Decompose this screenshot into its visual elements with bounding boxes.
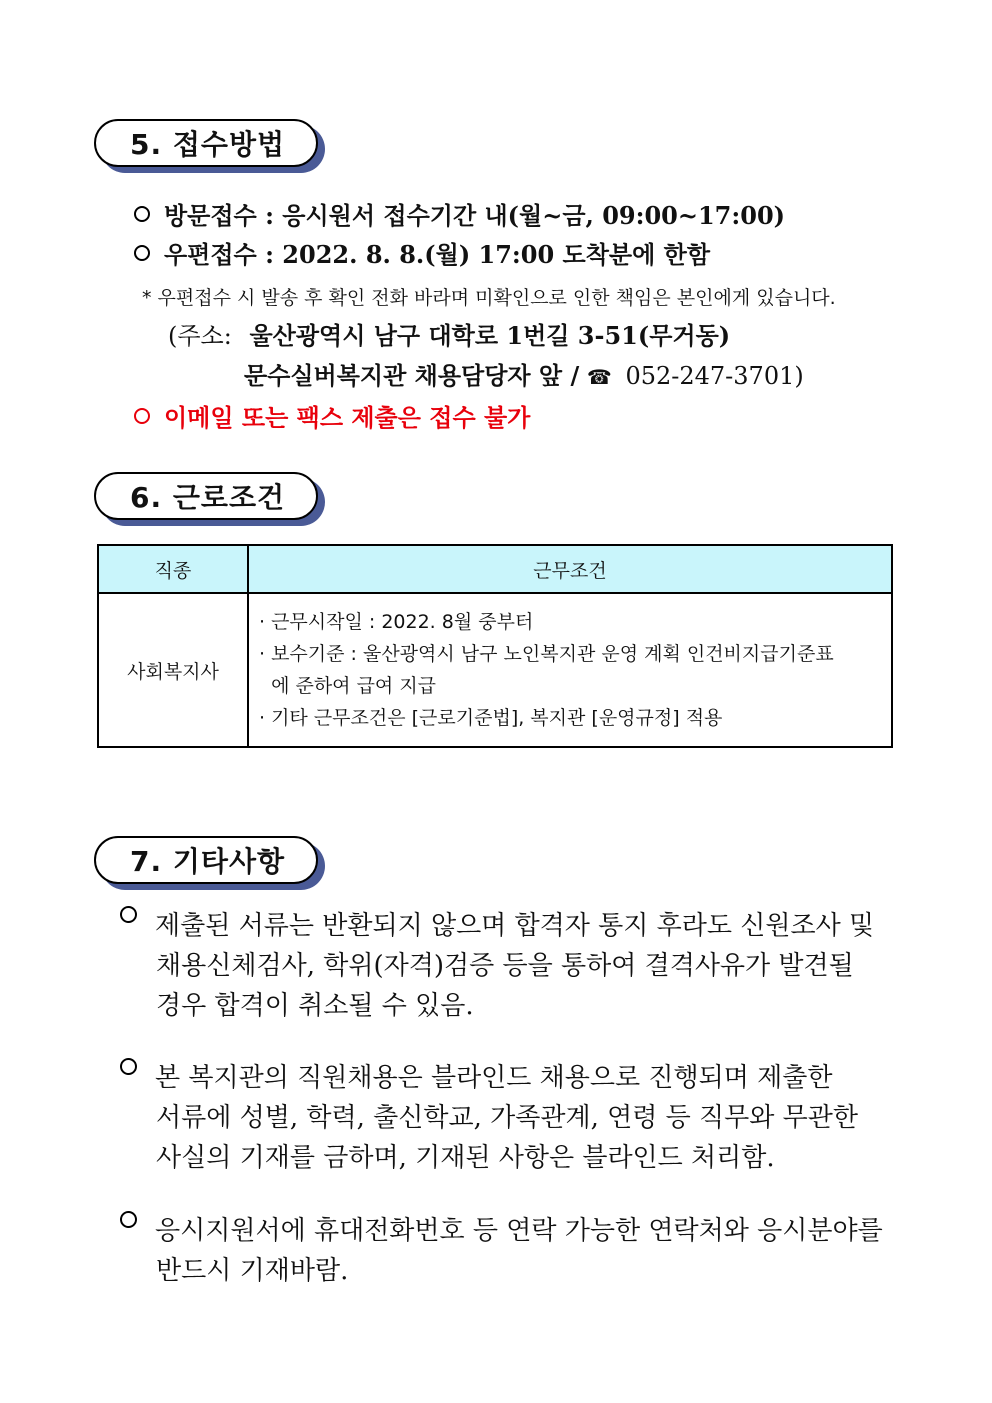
mail-application-line [134,235,710,270]
visit-application-text: 방문접수 : 응시원서 접수기간 내(월~금, 09:00~17:00) [164,201,785,230]
work-conditions-table [97,544,893,748]
job-cell: 사회복지사 [98,593,248,747]
paragraph-line: 경우 합격이 취소될 수 있음. [156,991,474,1021]
other-item-1 [120,906,896,1026]
paragraph-line: 본 복지관의 직원채용은 블라인드 채용으로 진행되며 제출한 [120,1058,896,1098]
paragraph-line: 사실의 기재를 금하며, 기재된 사항은 블라인드 처리함. [156,1143,775,1173]
table-row [98,593,892,747]
condition-line: · 근무시작일 : 2022. 8월 중부터 [259,611,534,633]
address-prefix: (주소: [168,322,232,350]
bullet-circle-icon [120,1211,137,1228]
bullet-circle-icon [134,206,150,222]
bullet-circle-icon [120,906,137,923]
mail-note: * 우편접수 시 발송 후 확인 전화 바라며 미확인으로 인한 책임은 본인에게 있습니다. [142,287,836,309]
visit-application-line [134,196,785,231]
other-item-2 [120,1058,896,1178]
paragraph-line: 제출된 서류는 반환되지 않으며 합격자 통지 후라도 신원조사 및 [120,906,896,946]
other-item-3 [120,1211,896,1291]
email-fax-line [134,398,530,433]
table-header-conditions: 근무조건 [248,545,892,593]
mail-application-text: 우편접수 : 2022. 8. 8.(월) 17:00 도착분에 한함 [164,240,710,269]
section-7-title: 7. 기타사항 [94,836,318,884]
paragraph-line: 반드시 기재바람. [156,1256,349,1286]
table-header-job: 직종 [98,545,248,593]
email-fax-text: 이메일 또는 팩스 제출은 접수 불가 [164,403,531,432]
condition-line: · 보수기준 : 울산광역시 남구 노인복지관 운영 계획 인건비지급기준표 [259,643,834,665]
section-5-title: 5. 접수방법 [94,119,318,167]
conditions-cell [248,593,892,747]
address-line-2 [244,356,804,391]
address-recipient: 문수실버복지관 채용담당자 앞 / [244,361,580,390]
paragraph-line: 서류에 성별, 학력, 출신학교, 가족관계, 연령 등 직무와 무관한 [156,1103,858,1133]
condition-line: · 기타 근무조건은 [근로기준법], 복지관 [운영규정] 적용 [259,707,723,729]
bullet-circle-icon [134,408,150,424]
paragraph-line: 응시지원서에 휴대전화번호 등 연락 가능한 연락처와 응시분야를 [120,1211,896,1251]
section-6-title: 6. 근로조건 [94,472,318,520]
phone-number: 052-247-3701) [625,362,804,390]
paragraph-line: 채용신체검사, 학위(자격)검증 등을 통하여 결격사유가 발견될 [156,951,854,981]
phone-icon: ☎ [586,365,612,389]
bullet-circle-icon [120,1058,137,1075]
condition-line: 에 준하여 급여 지급 [259,675,437,697]
bullet-circle-icon [134,245,150,261]
address-text: 울산광역시 남구 대학로 1번길 3-51(무거동) [249,321,731,350]
table-header-row [98,545,892,593]
address-line-1 [168,316,730,351]
